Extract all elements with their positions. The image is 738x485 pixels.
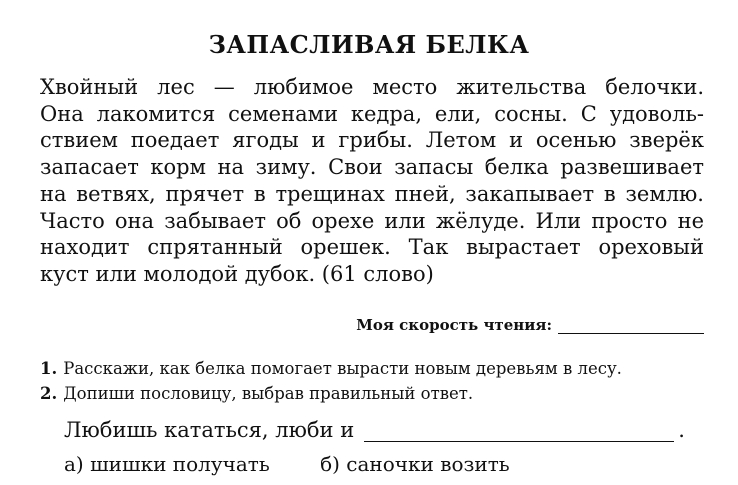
story-line: Она лакомится семенами кедра, ели, сосны. С удоволь- [40, 101, 704, 126]
task-text: Расскажи, как белка помогает вырасти новым деревьям в лесу. [63, 359, 622, 378]
story-text [40, 74, 704, 288]
reading-speed [356, 316, 704, 334]
task-list [40, 356, 622, 406]
story-line: запасает корм на зиму. Свои запасы белка развешивает [40, 155, 704, 180]
answer-options [64, 452, 510, 476]
task-text: Допиши пословицу, выбрав правильный ответ. [63, 384, 474, 403]
task-item [40, 381, 622, 406]
option-a[interactable]: а) шишки получать [64, 452, 270, 476]
story-line: Часто она забывает об орехе или жёлуде. Или просто не [40, 208, 704, 233]
task-item [40, 356, 622, 381]
option-b[interactable]: б) саночки возить [320, 452, 510, 476]
proverb-text: Любишь кататься, люби и [64, 418, 355, 442]
task-number: 2. [40, 384, 58, 403]
reading-speed-blank[interactable] [558, 321, 704, 334]
story-line: ствием поедает ягоды и грибы. Летом и осенью зверёк [40, 128, 704, 153]
proverb-blank[interactable] [364, 423, 674, 442]
task-number: 1. [40, 359, 58, 378]
page-title: ЗАПАСЛИВАЯ БЕЛКА [208, 30, 530, 59]
story-line: на ветвях, прячет в трещинах пней, закапывает в землю. [40, 181, 704, 206]
story-line: куст или молодой дубок. (61 слово) [40, 261, 434, 286]
story-line: находит спрятанный орешек. Так вырастает ореховый [40, 235, 704, 260]
story-line: Хвойный лес — любимое место жительства белочки. [40, 75, 704, 99]
proverb-line [64, 418, 685, 442]
reading-speed-label: Моя скорость чтения: [356, 316, 552, 334]
proverb-end: . [678, 418, 685, 442]
